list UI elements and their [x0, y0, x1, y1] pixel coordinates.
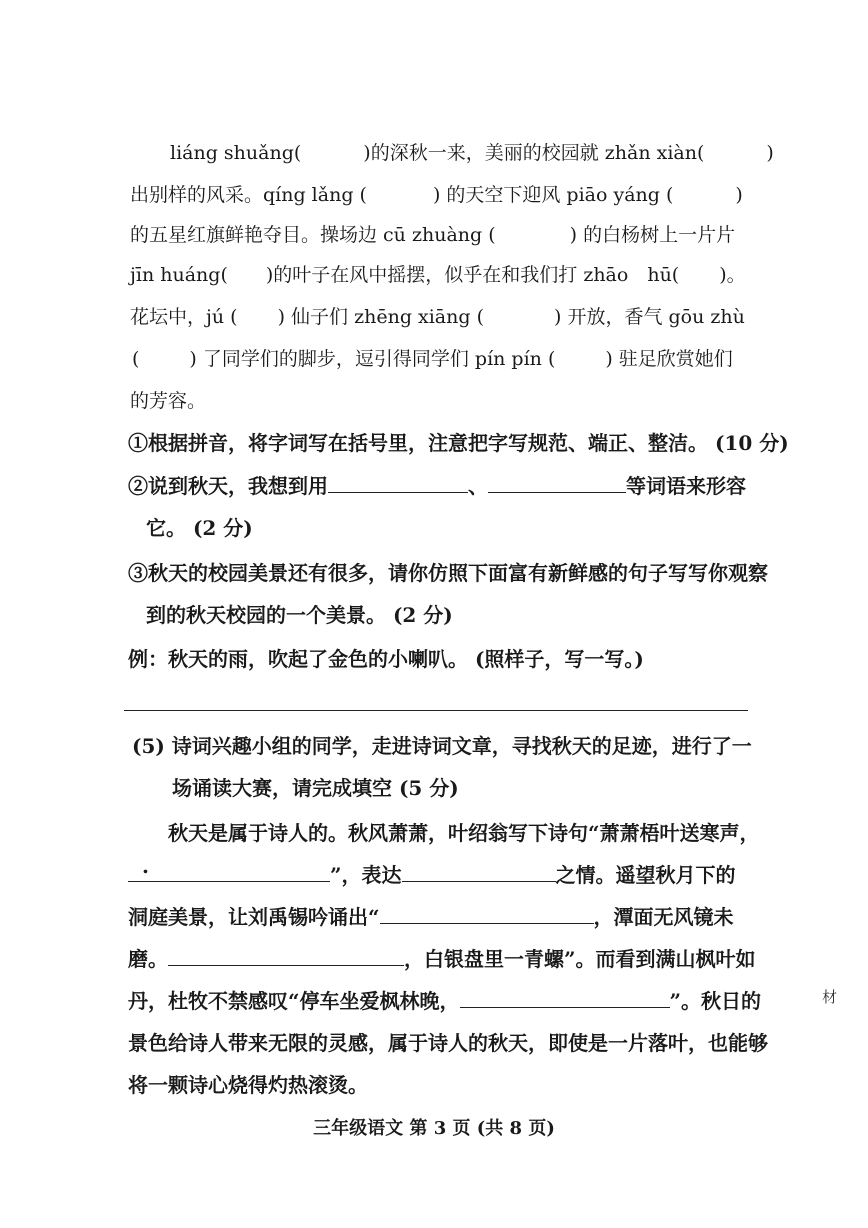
passage-text: 花坛中，jú (: [130, 306, 238, 328]
poem-text: 磨。: [128, 947, 168, 971]
question-text: ②说到秋天，我想到用: [128, 474, 328, 498]
question-3: ③秋天的校园美景还有很多，请你仿照下面富有新鲜感的句子写写你观察: [128, 561, 768, 585]
passage-text: ): [766, 142, 774, 164]
passage-text: 出别样的风采。qíng lǎng (: [130, 184, 367, 206]
passage-text: )的深秋一来，美丽的校园就 zhǎn xiàn(: [363, 142, 705, 164]
passage-text: 的五星红旗鲜艳夺目。操场边 cū zhuàng (: [130, 224, 496, 246]
answer-blank[interactable]: [328, 474, 468, 493]
page-footer: 三年级语文 第 3 页 (共 8 页): [313, 1118, 555, 1139]
poem-text: 洞庭美景，让刘禹锡吟诵出“: [128, 905, 380, 929]
poem-text: ”，表达: [330, 863, 402, 887]
poem-text: ，白银盘里一青螺”。而看到满山枫叶如: [404, 947, 756, 971]
poem-text: ”。秋日的: [669, 989, 762, 1013]
poem-paragraph-4: [128, 946, 756, 972]
answer-blank[interactable]: [128, 854, 330, 882]
passage-text: jīn huáng(: [130, 264, 228, 286]
poem-text: ，潭面无风镜未: [593, 905, 734, 929]
passage-text: ) 了同学们的脚步，逗引得同学们 pín pín (: [189, 348, 556, 370]
answer-blank[interactable]: [460, 989, 670, 1008]
poem-paragraph-2: [128, 854, 736, 888]
blank-dot: .: [142, 854, 149, 878]
passage-text: )的叶子在风中摇摆，似乎在和我们打 zhāo hū(: [265, 264, 680, 286]
poem-text: 丹，杜牧不禁感叹“停车坐爱枫林晚，: [128, 989, 460, 1013]
passage-line-5: [130, 304, 745, 330]
pinyin-text: liáng shuǎng(: [170, 142, 302, 164]
passage-line-2: [130, 182, 743, 208]
answer-line[interactable]: [124, 710, 748, 711]
passage-text: ) 的天空下迎风 piāo yáng (: [432, 184, 674, 206]
passage-text: ) 驻足欣赏她们: [605, 348, 733, 370]
poem-paragraph-3: [128, 904, 734, 930]
passage-line-6: [132, 346, 733, 372]
passage-text: )。: [719, 264, 746, 286]
passage-text: ) 仙子们 zhēng xiāng (: [277, 306, 484, 328]
passage-text: (: [132, 348, 140, 370]
example-sentence: 例：秋天的雨，吹起了金色的小喇叭。 (照样子，写一写。): [128, 647, 644, 671]
question-text: 、: [468, 474, 488, 498]
answer-blank[interactable]: [380, 905, 594, 924]
answer-blank[interactable]: [488, 474, 626, 493]
poem-paragraph-6: 景色给诗人带来无限的灵感，属于诗人的秋天，即使是一片落叶，也能够: [128, 1031, 768, 1055]
question-text: 等词语来形容: [626, 474, 746, 498]
poem-paragraph-1: 秋天是属于诗人的。秋风萧萧，叶绍翁写下诗句“萧萧梧叶送寒声，: [168, 821, 760, 845]
question-1: ①根据拼音，将字词写在括号里，注意把字写规范、端正、整洁。 (10 分): [128, 431, 789, 455]
passage-line-7: 的芳容。: [130, 390, 207, 412]
answer-blank[interactable]: [402, 863, 556, 882]
question-2-cont: 它。 (2 分): [146, 516, 253, 540]
question-3-cont: 到的秋天校园的一个美景。 (2 分): [146, 603, 453, 627]
passage-line-1: [170, 140, 774, 166]
section-5-title: (5) 诗词兴趣小组的同学，走进诗词文章，寻找秋天的足迹，进行了一: [132, 734, 752, 758]
passage-line-4: [130, 262, 746, 288]
section-5-title-cont: 场诵读大赛，请完成填空 (5 分): [172, 776, 459, 800]
question-2: [128, 473, 746, 499]
passage-text: ): [735, 184, 743, 206]
poem-paragraph-7: 将一颗诗心烧得灼热滚烫。: [128, 1073, 368, 1097]
poem-paragraph-5: [128, 988, 761, 1014]
answer-blank[interactable]: [168, 947, 404, 966]
passage-text: ) 开放，香气 gōu zhù: [554, 306, 745, 328]
poem-text: 之情。遥望秋月下的: [555, 863, 736, 887]
margin-character: 材: [822, 988, 838, 1006]
passage-line-3: [130, 222, 735, 248]
passage-text: ) 的白杨树上一片片: [569, 224, 736, 246]
